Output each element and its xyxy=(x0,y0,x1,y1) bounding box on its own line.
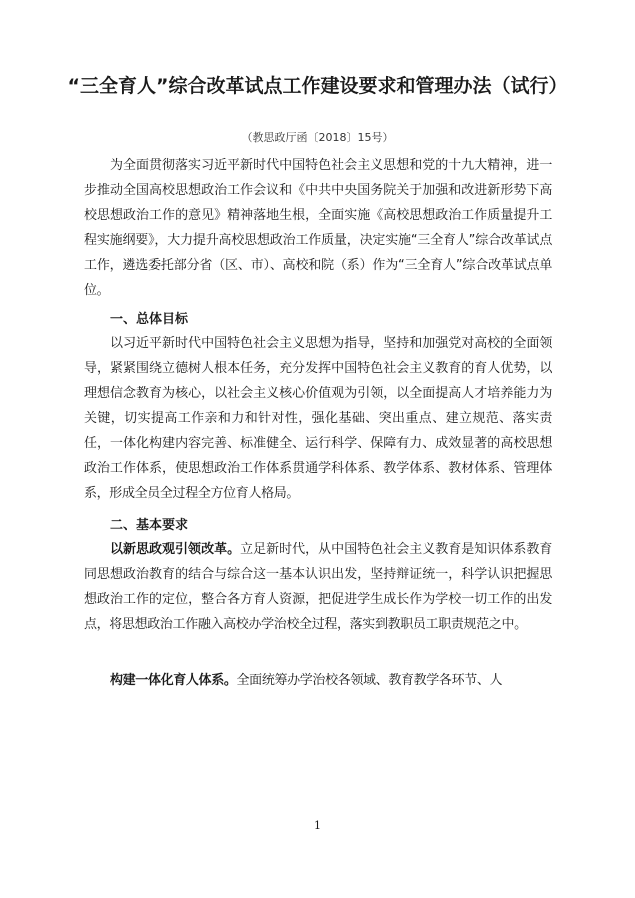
requirement-2-body: 全面统筹办学治校各领域、教育教学各环节、人 xyxy=(236,673,503,688)
page-number: 1 xyxy=(314,819,321,832)
requirement-1-body: 立足新时代，从中国特色社会主义教育是知识体系教育同思想政治教育的结合与综合这一基本认识出发，坚持辩证统一，科学认识把握思想政治工作的定位，整合各方育人资源，把促进学生成长作为学校一切工作的出发点，将思想政治工作融入高校办学治校全过程，落实到教职员工职责规范之中。 xyxy=(84,542,552,632)
requirement-paragraph-1 xyxy=(84,537,552,637)
section-heading-basic-requirements: 二、基本要求 xyxy=(110,518,189,533)
document-title: “三全育人”综合改革试点工作建设要求和管理办法（试行） xyxy=(67,75,568,97)
document-number: （教思政厅函〔2018〕15号） xyxy=(241,131,394,144)
general-goals-paragraph: 以习近平新时代中国特色社会主义思想为指导，坚持和加强党对高校的全面领导，紧紧围绕立德树人根本任务，充分发挥中国特色社会主义教育的育人优势，以理想信念教育为核心，以社会主义核心价值观为引领，以全面提高人才培养能力为关键，切实提高工作亲和力和针对性，强化基础、突出重点、建立规范、落实责任，一体化构建内容完善、标准健全、运行科学、保障有力、成效显著的高校思想政治工作体系，使思想政治工作体系贯通学科体系、教学体系、教材体系、管理体系，形成全员全过程全方位育人格局。 xyxy=(84,336,552,501)
intro-paragraph: 为全面贯彻落实习近平新时代中国特色社会主义思想和党的十九大精神，进一步推动全国高校思想政治工作会议和《中共中央国务院关于加强和改进新形势下高校思想政治工作的意见》精神落地生根，全面实施《高校思想政治工作质量提升工程实施纲要》，大力提升高校思想政治工作质量，决定实施“三全育人”综合改革试点工作，遴选委托部分省（区、市）、高校和院（系）作为“三全育人”综合改革试点单位。 xyxy=(84,158,552,298)
requirement-paragraph-2 xyxy=(84,668,552,693)
section-heading-general-goals: 一、总体目标 xyxy=(110,312,189,327)
requirement-1-lead: 以新思政观引领改革。 xyxy=(110,542,241,557)
requirement-2-lead: 构建一体化育人体系。 xyxy=(110,673,237,688)
